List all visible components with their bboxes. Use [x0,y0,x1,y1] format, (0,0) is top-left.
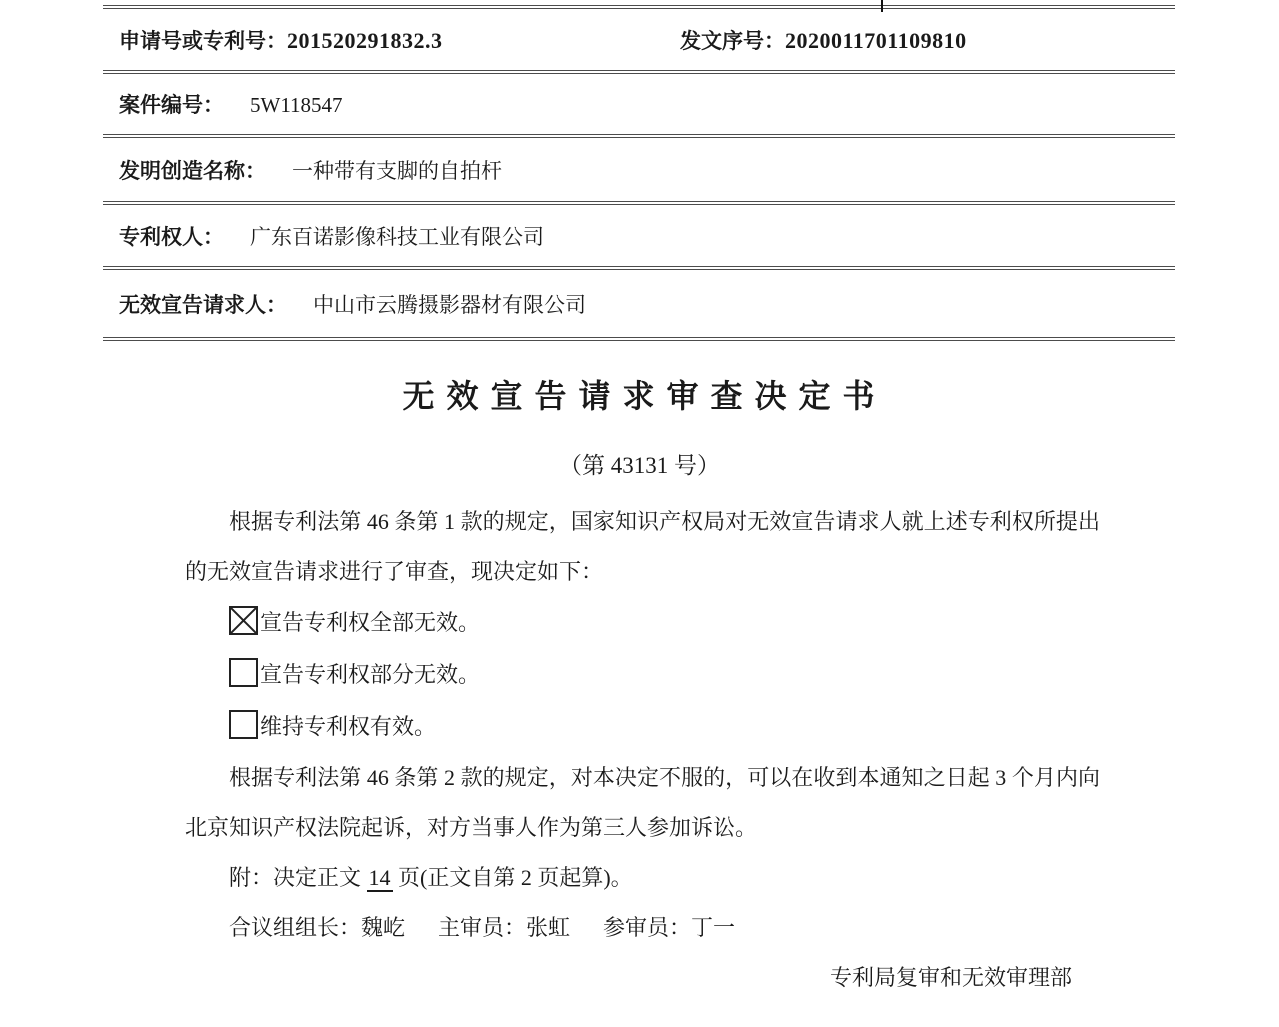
field-label: 专利权人： [119,224,224,249]
field-dispatch-number [680,25,967,55]
field-label: 发明创造名称： [119,158,266,183]
field-value: 广东百诺影像科技工业有限公司 [250,224,544,249]
option-label: 宣告专利权全部无效。 [260,610,481,635]
attachment-page-count: 14 [368,865,391,890]
decision-option-partially-invalid [185,649,1100,701]
appeal-paragraph: 根据专利法第 46 条第 2 款的规定，对本决定不服的，可以在收到本通知之日起 3 个月内向北京知识产权法院起诉，对方当事人作为第三人参加诉讼。 [185,765,1100,840]
decision-option-all-invalid [185,597,1100,649]
field-label: 案件编号： [119,93,224,117]
attachment-suffix: 页(正文自第 2 页起算)。 [392,865,633,890]
field-patentee [119,221,544,251]
decision-paragraph: 根据专利法第 46 条第 1 款的规定，国家知识产权局对无效宣告请求人就上述专利权所提出的无效宣告请求进行了审查，现决定如下： [185,509,1100,584]
panel-co-examiner: 参审员：丁一 [603,915,736,940]
field-petitioner [119,289,586,319]
attachment-prefix: 附：决定正文 [229,865,367,890]
header-row-patentee [103,205,1175,270]
header-table [103,5,1175,341]
scan-artifact-tick [881,0,883,12]
decision-option-maintain-valid [185,701,1100,753]
panel-chief: 合议组组长：魏屹 [229,915,406,940]
checkbox-checked-icon [229,606,258,635]
header-row-invention-name [103,138,1175,205]
option-label: 宣告专利权部分无效。 [260,662,481,687]
field-case-number [119,89,343,119]
header-row-case-number [103,74,1175,138]
document-title: 无 效 宣 告 请 求 审 查 决 定 书 [402,378,877,414]
field-value: 2020011701109810 [785,27,967,53]
document-body [185,497,1100,1003]
option-label: 维持专利权有效。 [260,714,437,739]
field-label: 申请号或专利号： [119,28,287,53]
attachment-line [185,853,1100,903]
field-value: 中山市云腾摄影器材有限公司 [313,292,586,317]
field-value: 5W118547 [250,93,343,117]
panel-chief-examiner: 主审员：张虹 [438,915,571,940]
field-value: 201520291832.3 [287,27,443,53]
department-signature: 专利局复审和无效审理部 [830,965,1073,990]
field-label: 发文序号： [680,28,785,53]
checkbox-unchecked-icon [229,658,258,687]
checkbox-unchecked-icon [229,710,258,739]
field-application-number [119,25,680,55]
field-invention-name [119,155,502,185]
panel-members-line [185,903,1100,953]
header-row-petitioner [103,270,1175,341]
document-number: （第 43131 号） [559,453,720,478]
header-row-application-number [103,9,1175,74]
field-label: 无效宣告请求人： [119,292,287,317]
field-value: 一种带有支脚的自拍杆 [292,158,502,183]
